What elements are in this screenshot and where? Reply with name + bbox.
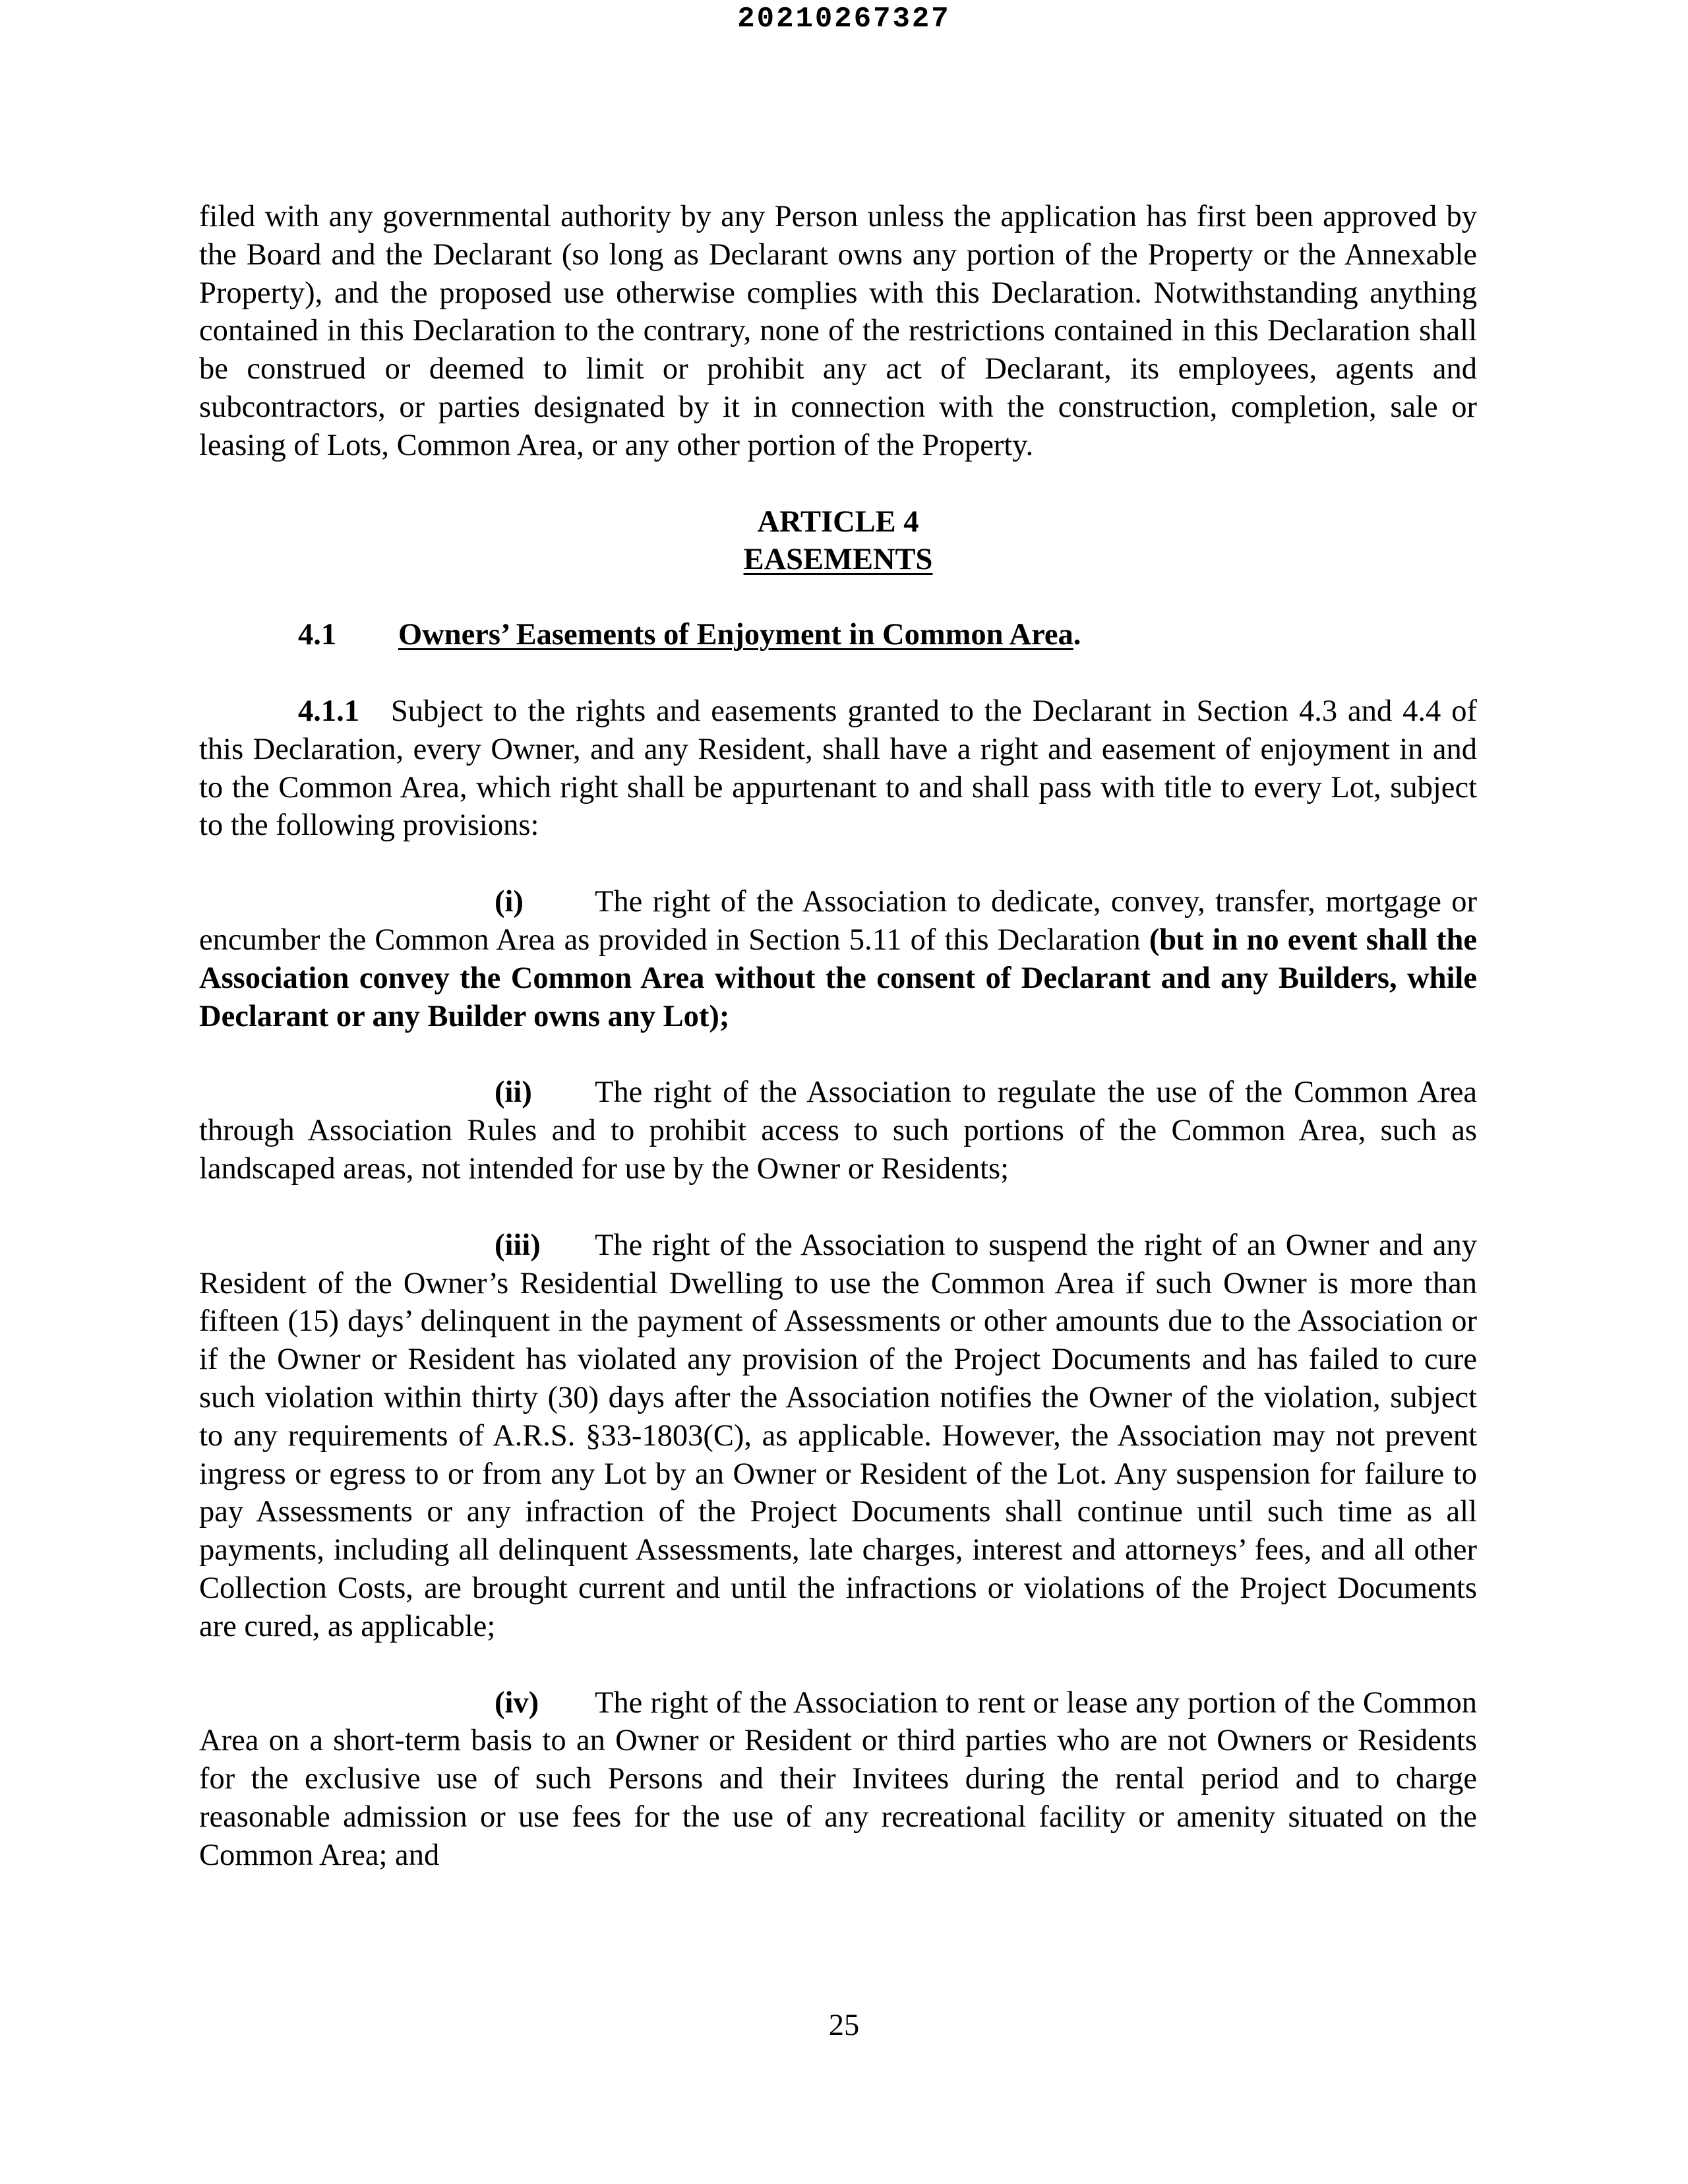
item-bold-text: (but in no event shall the Association convey the Common Area without the consent of Declarant and any Builders, while Declarant or any Builder owns any Lot); [199, 923, 1477, 1033]
intro-paragraph: filed with any governmental authority by any Person unless the application has first been approved by the Board and the Declarant (so long as Declarant owns any portion of the Property or the Annexable Property), and the proposed use otherwise complies with this Declaration. Notwithstanding anything contained in this Declaration to the contrary, none of the restrictions contained in this Declaration shall be construed or deemed to limit or prohibit any act of Declarant, its employees, agents and subcontractors, or parties designated by it in connection with the construction, completion, sale or leasing of Lots, Common Area, or any other portion of the Property. [199, 200, 1477, 462]
item-text: The right of the Association to suspend the right of an Owner and any Resident of the Owner’s Residential Dwelling to use the Common Area if such Owner is more than fifteen (15) days’ delinquent in the payment of Assessments or other amounts due to the Association or if the Owner or Resident has violated any provision of the Project Documents and has failed to cure such violation within thirty (30) days after the Association notifies the Owner of the violation, subject to any requirements of A.R.S. §33-1803(C), as applicable. However, the Association may not prevent ingress or egress to or from any Lot by an Owner or Resident of the Lot. Any suspension for failure to pay Assessments or any infraction of the Project Documents shall continue until such time as all payments, including all delinquent Assessments, late charges, interest and attorneys’ fees, and all other Collection Costs, are brought current and until the infractions or violations of the Project Documents are cured, as applicable; [199, 1228, 1477, 1643]
item-label: (ii) [495, 1076, 532, 1110]
article-title: EASEMENTS [743, 543, 933, 577]
item-text: The right of the Association to dedicate, convey, transfer, mortgage or encumber the Common Area as provided in Section 5.11 of this Declaration [199, 885, 1477, 957]
page-body [199, 198, 1477, 1874]
item-label: (iii) [495, 1228, 541, 1262]
document-number: 20210267327 [737, 3, 951, 36]
item-text: The right of the Association to rent or lease any portion of the Common Area on a short-term basis to an Owner or Resident or third parties who are not Owners or Residents for the exclusive use of such Persons and their Invitees during the rental period and to charge reasonable admission or use fees for the use of any recreational facility or amenity situated on the Common Area; and [199, 1685, 1477, 1872]
item-text: The right of the Association to regulate the use of the Common Area through Association Rules and to prohibit access to such portions of the Common Area, such as landscaped areas, not intended for use by the Owner or Residents; [199, 1076, 1477, 1186]
section-heading [199, 616, 1477, 654]
subsection-text: Subject to the rights and easements granted to the Declarant in Section 4.3 and 4.4 of this Declaration, every Owner, and any Resident, shall have a right and easement of enjoyment in and to the Common Area, which right shall be appurtenant to and shall pass with title to every Lot, subject to the following provisions: [199, 694, 1477, 843]
subsection-number: 4.1.1 [298, 694, 359, 728]
item-label: (iv) [495, 1685, 539, 1720]
page-number: 25 [828, 2009, 860, 2042]
list-item [199, 1227, 1477, 1646]
article-number: ARTICLE 4 [757, 504, 919, 539]
section-title: Owners’ Easements of Enjoyment in Common Area [398, 618, 1073, 652]
list-item [199, 1074, 1477, 1188]
list-item [199, 883, 1477, 1035]
section-number: 4.1 [298, 618, 337, 652]
section-title-period: . [1073, 618, 1081, 652]
subsection-paragraph [199, 692, 1477, 845]
item-label: (i) [495, 885, 524, 919]
list-item [199, 1684, 1477, 1875]
